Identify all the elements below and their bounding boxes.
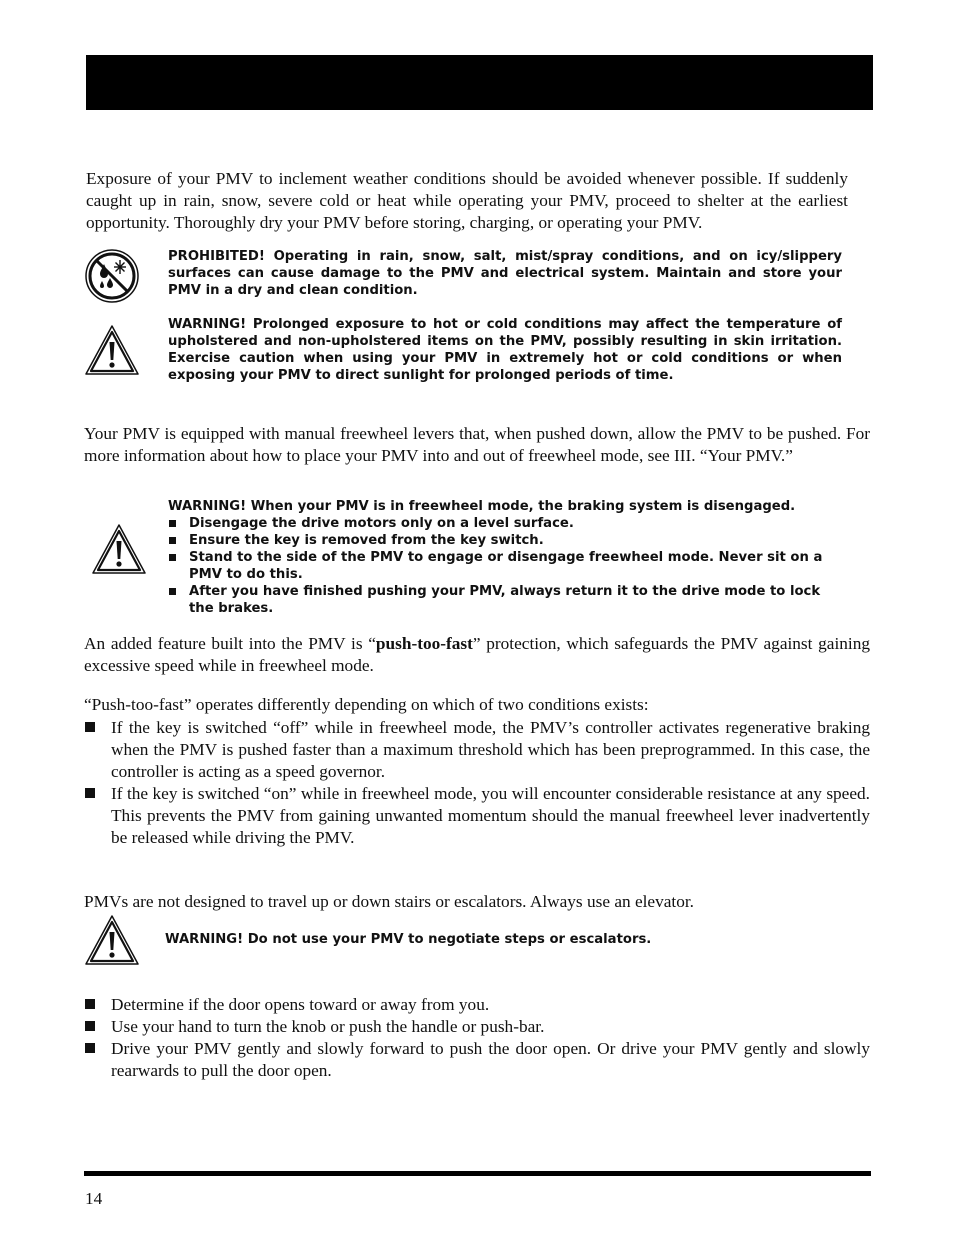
weather-intro: Exposure of your PMV to inclement weather conditions should be avoided whenever possible. If suddenly caught up in rain, snow, severe cold or heat while operating your PMV, proceed to shelter at the earliest opportunity. Thoroughly dry your PMV before storing, charging, or operating your PMV. [86, 169, 848, 232]
warning-triangle-icon [84, 323, 140, 379]
list-item: Stand to the side of the PMV to engage or disengage freewheel mode. Never sit on a PMV to do this. [168, 549, 842, 583]
no-rain-snow-icon [84, 248, 140, 304]
list-item: If the key is switched “off” while in freewheel mode, the PMV’s controller activates regenerative braking when the PMV is pushed faster than a maximum threshold which has been preprogrammed. In this case, the controller is acting as a speed governor. [84, 717, 870, 783]
warning-triangle-icon [84, 913, 140, 969]
footer-rule [84, 1171, 871, 1176]
push-too-fast-intro [84, 633, 870, 677]
list-item: Use your hand to turn the knob or push the handle or push-bar. [84, 1016, 870, 1038]
header-bar [86, 55, 873, 110]
stairs-intro: PMVs are not designed to travel up or down stairs or escalators. Always use an elevator. [84, 892, 694, 911]
prohibited-weather-text: PROHIBITED! Operating in rain, snow, salt, mist/spray conditions, and on icy/slippery surfaces can cause damage to the PMV and electrical system. Maintain and store your PMV in a dry and clean condition. [168, 249, 842, 298]
warning-temperature-text: WARNING! Prolonged exposure to hot or cold conditions may affect the temperature of upholstered and non-upholstered items on the PMV, possibly resulting in skin irritation. Exercise caution when using your PMV in extremely hot or cold conditions or when exposing your PMV to direct sunlight for prolonged periods of time. [168, 317, 842, 383]
ptf-text-before: An added feature built into the PMV is “ [84, 634, 376, 653]
ptf-text-after: ” protection, which safeguards the PMV against gaining excessive speed while in freewheel mode. [84, 634, 870, 675]
list-item: If the key is switched “on” while in freewheel mode, you will encounter considerable resistance at any speed. This prevents the PMV from gaining unwanted momentum should the manual freewheel lever inadvertently be released while driving the PMV. [84, 783, 870, 849]
freewheel-intro: Your PMV is equipped with manual freewheel levers that, when pushed down, allow the PMV to be pushed. For more information about how to place your PMV into and out of freewheel mode, see III. “Your PMV.” [84, 424, 870, 465]
list-item: Determine if the door opens toward or away from you. [84, 994, 870, 1016]
list-item: Ensure the key is removed from the key switch. [168, 532, 842, 549]
push-too-fast-conditions: “Push-too-fast” operates differently depending on which of two conditions exists: [84, 695, 649, 714]
freewheel-warning-title: WARNING! When your PMV is in freewheel mode, the braking system is disengaged. [168, 499, 796, 514]
push-too-fast-list [84, 717, 870, 849]
stairs-warning-text: WARNING! Do not use your PMV to negotiate steps or escalators. [165, 932, 652, 947]
freewheel-warning [168, 498, 842, 617]
page-number: 14 [85, 1189, 103, 1208]
list-item: After you have finished pushing your PMV, always return it to the drive mode to lock the brakes. [168, 583, 842, 617]
ptf-term: push-too-fast [375, 634, 473, 653]
list-item: Disengage the drive motors only on a level surface. [168, 515, 842, 532]
doors-list [84, 994, 870, 1082]
list-item: Drive your PMV gently and slowly forward to push the door open. Or drive your PMV gently and slowly rearwards to pull the door open. [84, 1038, 870, 1082]
warning-triangle-icon [91, 522, 147, 578]
